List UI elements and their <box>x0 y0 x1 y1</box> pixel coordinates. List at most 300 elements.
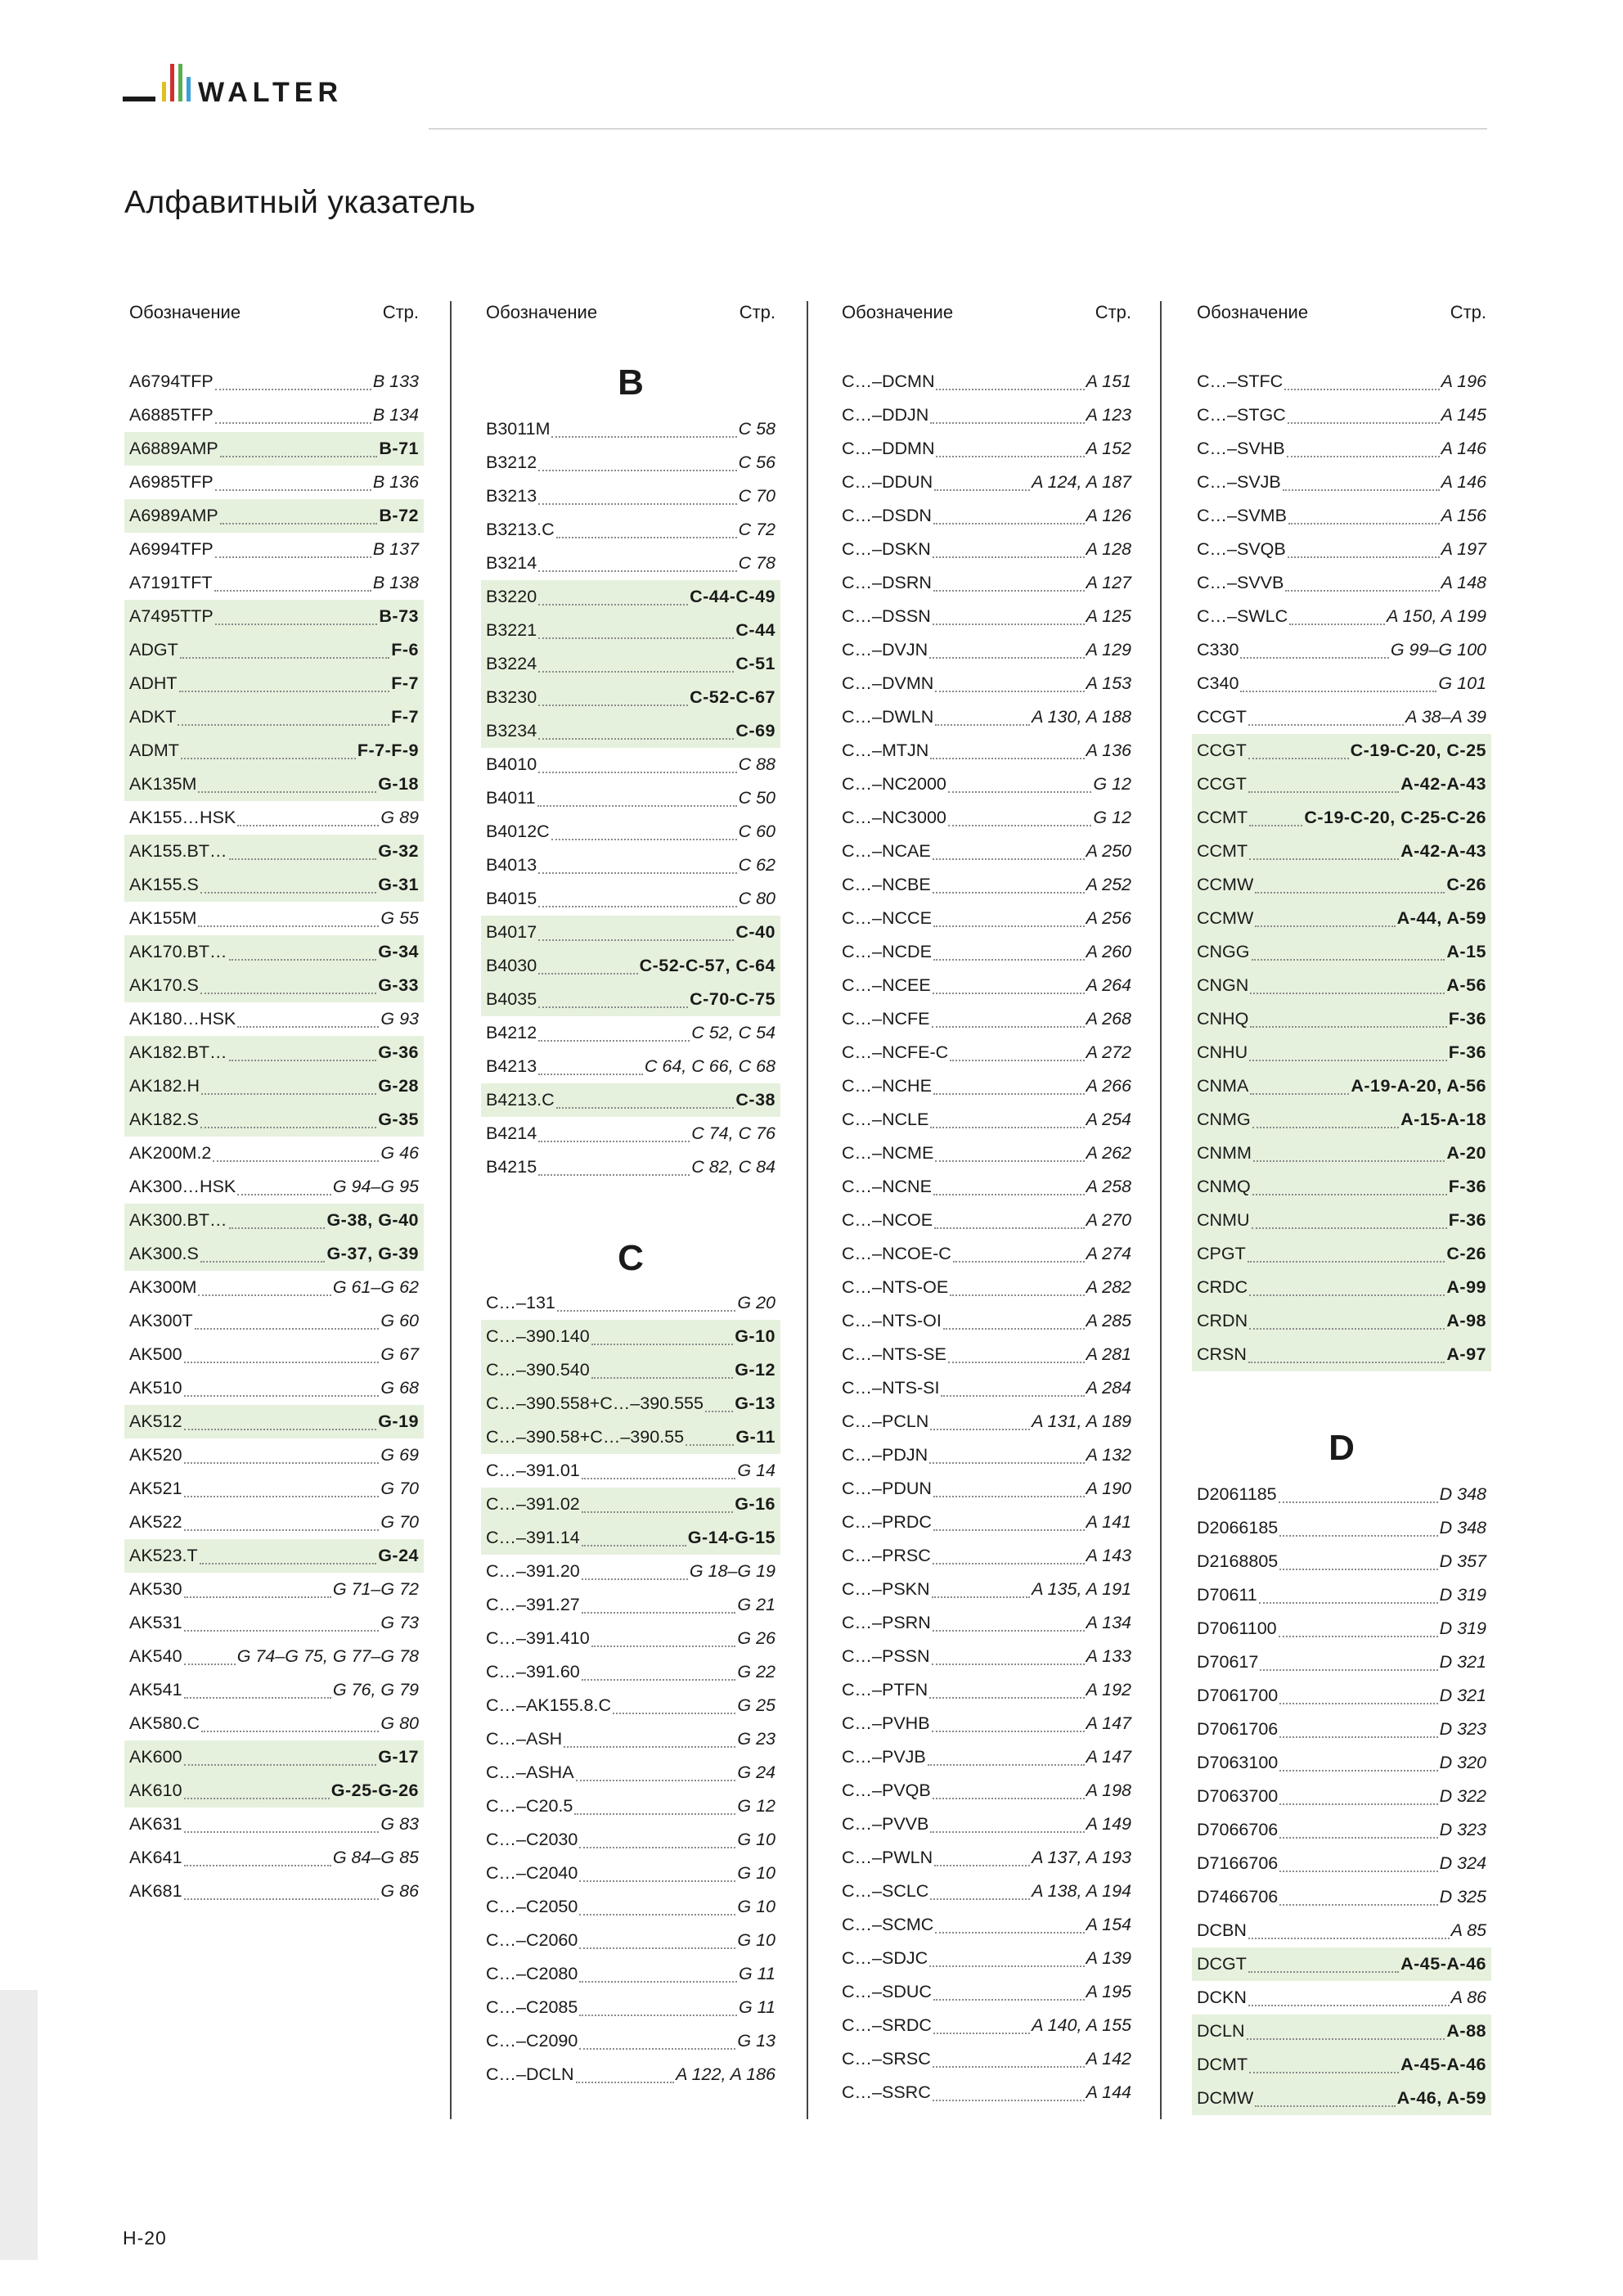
entry-code: C…–NCME <box>842 1143 934 1163</box>
entry-page-ref: C 50 <box>738 788 776 808</box>
dot-leader <box>953 1260 1085 1263</box>
dot-leader <box>936 388 1084 390</box>
entry-code: B3221 <box>486 620 537 640</box>
entry-page-ref: C 60 <box>738 822 776 841</box>
entry-code: A6989AMP <box>129 506 218 525</box>
index-entry <box>481 1488 780 1521</box>
dot-leader <box>1250 992 1445 994</box>
entry-page-ref: D 322 <box>1439 1786 1486 1806</box>
entry-code: DCMT <box>1197 2055 1248 2074</box>
entry-page-ref: G 18–G 19 <box>689 1561 776 1581</box>
entry-page-ref: A 198 <box>1086 1781 1131 1800</box>
dot-leader <box>933 2032 1030 2034</box>
entry-code: C…–391.02 <box>486 1494 580 1514</box>
index-entry <box>837 1841 1136 1875</box>
dot-leader <box>538 569 736 572</box>
index-column-4 <box>1192 296 1491 2108</box>
entry-page-ref: A 150, A 199 <box>1387 606 1486 626</box>
dot-leader <box>556 1106 735 1109</box>
dot-leader <box>705 1410 733 1412</box>
entry-list <box>1192 365 1491 1371</box>
entry-page-ref: A 282 <box>1086 1277 1131 1297</box>
entry-code: C340 <box>1197 673 1239 693</box>
index-entry <box>124 533 424 566</box>
dot-leader <box>1279 1903 1437 1906</box>
entry-page-ref: F-7-F-9 <box>357 741 419 760</box>
entry-code: AK155.BT… <box>129 841 227 861</box>
dot-leader <box>1279 1836 1437 1839</box>
entry-page-ref: C 64, C 66, C 68 <box>644 1056 776 1076</box>
index-entry <box>124 1002 424 1036</box>
entry-code: AK200M.2 <box>129 1143 212 1163</box>
index-entry <box>1192 801 1491 835</box>
entry-page-ref: G 21 <box>737 1595 776 1614</box>
index-entry <box>1192 2015 1491 2048</box>
index-entry <box>837 768 1136 801</box>
entry-code: B3214 <box>486 553 537 573</box>
dot-leader <box>576 1779 736 1781</box>
entry-page-ref: A 147 <box>1086 1713 1131 1733</box>
index-entry <box>837 466 1136 499</box>
index-entry <box>1192 1813 1491 1847</box>
entry-page-ref: A 285 <box>1086 1311 1131 1330</box>
index-entry <box>837 600 1136 633</box>
entry-page-ref: A 268 <box>1086 1009 1131 1029</box>
index-entry <box>1192 734 1491 768</box>
index-entry <box>837 1506 1136 1539</box>
index-entry <box>481 1991 780 2024</box>
entry-code: C…–C2090 <box>486 2031 578 2051</box>
entry-code: D7466706 <box>1197 1887 1279 1907</box>
entry-code: AK182.BT… <box>129 1042 227 1062</box>
entry-page-ref: G 86 <box>380 1881 419 1901</box>
entry-code: C…–NCFE <box>842 1009 930 1029</box>
entry-code: AK300…HSK <box>129 1177 236 1196</box>
entry-code: CNMU <box>1197 1210 1250 1230</box>
index-entry <box>837 1170 1136 1204</box>
entry-code: B3011M <box>486 419 551 439</box>
entry-page-ref: A 122, A 186 <box>676 2064 776 2084</box>
dot-leader <box>1260 1668 1437 1671</box>
dot-leader <box>229 958 377 961</box>
entry-code: C…–SVVB <box>1197 573 1284 592</box>
entry-page-ref: F-6 <box>391 640 419 660</box>
entry-page-ref: C 72 <box>738 520 776 539</box>
dot-leader <box>933 1528 1085 1531</box>
page-header: Стр. <box>1095 302 1131 322</box>
dot-leader <box>1249 1327 1445 1330</box>
dot-leader <box>576 2081 675 2083</box>
index-entry <box>1192 1338 1491 1371</box>
dot-leader <box>929 1965 1084 1967</box>
entry-page-ref: G 23 <box>737 1729 776 1749</box>
index-entry <box>481 1521 780 1555</box>
entry-page-ref: G-18 <box>378 774 419 794</box>
entry-code: CCMT <box>1197 808 1248 827</box>
index-entry <box>1192 2082 1491 2115</box>
dot-leader <box>1279 1870 1437 1872</box>
dot-leader <box>220 522 378 524</box>
index-entry <box>1192 1645 1491 1679</box>
dot-leader <box>950 1294 1084 1296</box>
entry-page-ref: D 320 <box>1439 1753 1486 1772</box>
index-entry <box>124 1170 424 1204</box>
index-entry <box>481 1622 780 1655</box>
dot-leader <box>1288 421 1440 424</box>
entry-list <box>124 365 424 1908</box>
entry-code: DCBN <box>1197 1920 1247 1940</box>
index-entry <box>124 1808 424 1841</box>
index-entry <box>1192 1137 1491 1170</box>
entry-code: D2168805 <box>1197 1551 1279 1571</box>
dot-leader <box>551 435 736 438</box>
entry-page-ref: A 270 <box>1086 1210 1131 1230</box>
dot-leader <box>579 2047 735 2050</box>
entry-code: CNHU <box>1197 1042 1248 1062</box>
dot-leader <box>930 1898 1030 1900</box>
dot-leader <box>1248 2004 1450 2006</box>
entry-page-ref: G 12 <box>1093 774 1131 794</box>
entry-code: CRSN <box>1197 1344 1247 1364</box>
index-entry <box>837 902 1136 935</box>
index-entry <box>124 935 424 969</box>
entry-code: D7061100 <box>1197 1618 1277 1638</box>
entry-page-ref: C 82, C 84 <box>691 1157 776 1177</box>
entry-code: C…–SCMC <box>842 1915 934 1934</box>
entry-code: B4030 <box>486 956 537 975</box>
entry-page-ref: A 85 <box>1450 1920 1486 1940</box>
dot-leader <box>933 522 1085 524</box>
entry-page-ref: G-19 <box>378 1411 419 1431</box>
index-entry <box>481 1756 780 1790</box>
entry-page-ref: G 80 <box>380 1713 419 1733</box>
entry-page-ref: G 24 <box>737 1763 776 1782</box>
dot-leader <box>1288 522 1440 524</box>
index-entry <box>1192 1981 1491 2015</box>
index-entry <box>1192 365 1491 398</box>
entry-page-ref: A 256 <box>1086 908 1131 928</box>
index-entry <box>837 1774 1136 1808</box>
entry-page-ref: A 131, A 189 <box>1032 1411 1131 1431</box>
entry-page-ref: A 127 <box>1086 573 1131 592</box>
entry-page-ref: G 25 <box>737 1695 776 1715</box>
dot-leader <box>564 1745 735 1748</box>
entry-page-ref: F-36 <box>1448 1009 1486 1029</box>
dot-leader <box>1279 1568 1437 1570</box>
entry-page-ref: A 195 <box>1086 1982 1131 2001</box>
entry-code: CCGT <box>1197 707 1247 727</box>
index-entry <box>1192 1612 1491 1645</box>
index-entry <box>124 969 424 1002</box>
dot-leader <box>933 589 1085 592</box>
dot-leader <box>538 1006 688 1008</box>
entry-code: AK155M <box>129 908 197 928</box>
entry-page-ref: C 78 <box>738 553 776 573</box>
index-entry <box>124 1137 424 1170</box>
index-entry <box>124 1271 424 1304</box>
index-entry <box>481 1286 780 1320</box>
index-entry <box>1192 1880 1491 1914</box>
entry-code: C…–PCLN <box>842 1411 929 1431</box>
entry-page-ref: B 138 <box>372 573 419 592</box>
entry-code: CNGN <box>1197 975 1249 995</box>
index-entry <box>124 1606 424 1640</box>
index-entry <box>837 432 1136 466</box>
index-entry <box>1192 1511 1491 1545</box>
index-entry <box>481 1722 780 1756</box>
dot-leader <box>200 1562 377 1564</box>
entry-code: C…–PWLN <box>842 1848 933 1867</box>
entry-page-ref: D 319 <box>1439 1618 1486 1638</box>
index-entry <box>837 1808 1136 1841</box>
entry-page-ref: D 325 <box>1439 1887 1486 1907</box>
entry-page-ref: G 14 <box>737 1461 776 1480</box>
index-entry <box>481 916 780 949</box>
dot-leader <box>933 891 1085 894</box>
index-column-3 <box>837 296 1136 2102</box>
dot-leader <box>538 905 736 907</box>
dot-leader <box>198 925 379 927</box>
entry-code: C…–391.27 <box>486 1595 580 1614</box>
index-entry <box>481 1150 780 1184</box>
dot-leader <box>184 1663 236 1665</box>
entry-code: C…–SVMB <box>1197 506 1287 525</box>
entry-page-ref: G 10 <box>737 1930 776 1950</box>
dot-leader <box>1248 723 1404 726</box>
entry-code: AK681 <box>129 1881 182 1901</box>
entry-code: AK610 <box>129 1781 182 1800</box>
entry-code: C…–PTFN <box>842 1680 928 1699</box>
dot-leader <box>557 1309 736 1312</box>
dot-leader <box>935 1931 1084 1934</box>
entry-page-ref: D 321 <box>1439 1652 1486 1672</box>
entry-page-ref: A 141 <box>1086 1512 1131 1532</box>
entry-page-ref: A-45-A-46 <box>1400 2055 1486 2074</box>
dot-leader <box>933 1998 1085 2001</box>
entry-page-ref: A 258 <box>1086 1177 1131 1196</box>
entry-page-ref: A 137, A 193 <box>1032 1848 1131 1867</box>
dot-leader <box>229 858 377 860</box>
entry-page-ref: B-71 <box>379 439 419 458</box>
dot-leader <box>538 737 734 740</box>
entry-page-ref: G 68 <box>380 1378 419 1398</box>
dot-leader <box>556 536 737 538</box>
entry-code: B4015 <box>486 889 537 908</box>
dot-leader <box>1250 1092 1349 1095</box>
index-entry <box>837 835 1136 868</box>
entry-page-ref: A-45-A-46 <box>1400 1954 1486 1974</box>
index-entry <box>1192 1847 1491 1880</box>
dot-leader <box>200 891 376 894</box>
entry-code: DCGT <box>1197 1954 1247 1974</box>
index-entry <box>124 1506 424 1539</box>
entry-code: D70611 <box>1197 1585 1257 1605</box>
entry-page-ref: G 93 <box>380 1009 419 1029</box>
index-entry <box>1192 1237 1491 1271</box>
index-entry <box>1192 768 1491 801</box>
entry-page-ref: B 137 <box>372 539 419 559</box>
dot-leader <box>933 925 1085 927</box>
dot-leader <box>1249 2071 1399 2073</box>
entry-page-ref: A 143 <box>1086 1546 1131 1565</box>
dot-leader <box>928 1763 1085 1766</box>
dot-leader <box>582 1678 736 1681</box>
entry-page-ref: A 281 <box>1086 1344 1131 1364</box>
entry-page-ref: A 148 <box>1441 573 1486 592</box>
dot-leader <box>237 824 379 826</box>
index-entry <box>124 1875 424 1908</box>
entry-code: D2061185 <box>1197 1484 1277 1504</box>
entry-page-ref: C 56 <box>738 452 776 472</box>
entry-page-ref: G 46 <box>380 1143 419 1163</box>
entry-code: C…–AK155.8.C <box>486 1695 611 1715</box>
index-entry <box>481 1454 780 1488</box>
entry-code: AK631 <box>129 1814 182 1834</box>
dot-leader <box>930 757 1084 759</box>
dot-leader <box>933 623 1085 625</box>
dot-leader <box>933 556 1085 558</box>
dot-leader <box>1252 1227 1447 1229</box>
entry-page-ref: G 22 <box>737 1662 776 1681</box>
index-entry <box>837 1371 1136 1405</box>
entry-code: C…–NC3000 <box>842 808 946 827</box>
entry-page-ref: A 125 <box>1086 606 1131 626</box>
dot-leader <box>181 757 356 759</box>
entry-page-ref: A 197 <box>1441 539 1486 559</box>
entry-code: AK521 <box>129 1479 182 1498</box>
entry-code: D7061700 <box>1197 1686 1279 1705</box>
index-entry <box>837 1975 1136 2009</box>
entry-page-ref: G 94–G 95 <box>332 1177 419 1196</box>
entry-code: C…–NTS-SE <box>842 1344 946 1364</box>
page-number: H-20 <box>123 2227 167 2249</box>
entry-page-ref: C-52-C-67 <box>690 687 776 707</box>
entry-code: A7191TFT <box>129 573 213 592</box>
index-entry <box>481 1555 780 1588</box>
entry-code: D7066706 <box>1197 1820 1279 1839</box>
index-entry <box>1192 1914 1491 1947</box>
index-entry <box>837 667 1136 700</box>
entry-page-ref: C-19-C-20, C-25 <box>1350 741 1486 760</box>
entry-page-ref: A 250 <box>1086 841 1131 861</box>
header-rule <box>429 128 1487 129</box>
entry-page-ref: G-34 <box>378 942 419 961</box>
page-title: Алфавитный указатель <box>124 185 476 220</box>
dot-leader <box>1252 1193 1447 1195</box>
entry-page-ref: C-51 <box>735 654 776 673</box>
entry-code: D2066185 <box>1197 1518 1279 1537</box>
entry-page-ref: G 60 <box>380 1311 419 1330</box>
designation-header: Обозначение <box>486 302 598 322</box>
entry-code: A6889AMP <box>129 439 218 458</box>
entry-code: B3213.C <box>486 520 555 539</box>
dot-leader <box>1252 958 1445 961</box>
entry-page-ref: A 126 <box>1086 506 1131 525</box>
entry-code: C…–C2050 <box>486 1897 578 1916</box>
index-entry <box>1192 868 1491 902</box>
entry-code: ADHT <box>129 673 178 693</box>
entry-code: C…–C2060 <box>486 1930 578 1950</box>
entry-code: AK135M <box>129 774 197 794</box>
entry-code: ADMT <box>129 741 179 760</box>
dot-leader <box>929 1696 1084 1699</box>
index-entry <box>481 1924 780 1957</box>
entry-page-ref: G 67 <box>380 1344 419 1364</box>
entry-page-ref: G 12 <box>737 1796 776 1816</box>
dot-leader <box>201 1730 379 1732</box>
entry-code: B4012C <box>486 822 550 841</box>
index-entry <box>124 398 424 432</box>
entry-code: A7495TTP <box>129 606 214 626</box>
dot-leader <box>184 1797 330 1799</box>
entry-page-ref: G-11 <box>735 1427 776 1447</box>
entry-page-ref: A 132 <box>1086 1445 1131 1465</box>
dot-leader <box>948 1361 1085 1363</box>
dot-leader <box>1279 1803 1437 1805</box>
index-entry <box>481 1050 780 1083</box>
entry-code: C…–PSRN <box>842 1613 931 1632</box>
index-entry <box>124 365 424 398</box>
index-entry <box>124 1338 424 1371</box>
entry-code: C…–SVJB <box>1197 472 1281 492</box>
entry-page-ref: A-44, A-59 <box>1396 908 1486 928</box>
column-header <box>1192 296 1491 329</box>
dot-leader <box>1279 1501 1438 1503</box>
index-entry <box>837 1606 1136 1640</box>
index-entry <box>481 1857 780 1890</box>
entry-code: CPGT <box>1197 1244 1246 1263</box>
index-entry <box>1192 1002 1491 1036</box>
dot-leader <box>229 1227 326 1229</box>
dot-leader <box>538 469 736 471</box>
page-header: Стр. <box>739 302 776 322</box>
dot-leader <box>933 2065 1085 2068</box>
page-header: Стр. <box>382 302 419 322</box>
index-entry <box>481 1353 780 1387</box>
dot-leader <box>1247 2037 1445 2040</box>
entry-code: B4013 <box>486 855 537 875</box>
dot-leader <box>941 1394 1084 1397</box>
entry-page-ref: A-15-A-18 <box>1400 1110 1486 1129</box>
entry-page-ref: G-38, G-40 <box>326 1210 419 1230</box>
entry-code: C…–C2085 <box>486 1997 578 2017</box>
index-entry <box>837 1673 1136 1707</box>
entry-page-ref: A-98 <box>1446 1311 1486 1330</box>
index-entry <box>1192 398 1491 432</box>
entry-code: D70617 <box>1197 1652 1259 1672</box>
index-entry <box>124 1841 424 1875</box>
index-entry <box>481 1588 780 1622</box>
entry-code: C…–STGC <box>1197 405 1286 425</box>
index-entry <box>124 1472 424 1506</box>
index-entry <box>124 1405 424 1438</box>
dot-leader <box>184 1864 331 1866</box>
index-entry <box>1192 1713 1491 1746</box>
dot-leader <box>538 972 637 975</box>
entry-code: AK512 <box>129 1411 182 1431</box>
dot-leader <box>935 690 1084 692</box>
entry-page-ref: A 147 <box>1086 1747 1131 1767</box>
dot-leader <box>538 502 736 505</box>
index-entry <box>1192 1103 1491 1137</box>
entry-page-ref: G 74–G 75, G 77–G 78 <box>236 1646 419 1666</box>
index-entry <box>124 700 424 734</box>
entry-code: C…–PDJN <box>842 1445 928 1465</box>
dot-leader <box>1288 556 1440 558</box>
index-entry <box>481 513 780 547</box>
entry-page-ref: A-15 <box>1446 942 1486 961</box>
entry-code: ADGT <box>129 640 178 660</box>
